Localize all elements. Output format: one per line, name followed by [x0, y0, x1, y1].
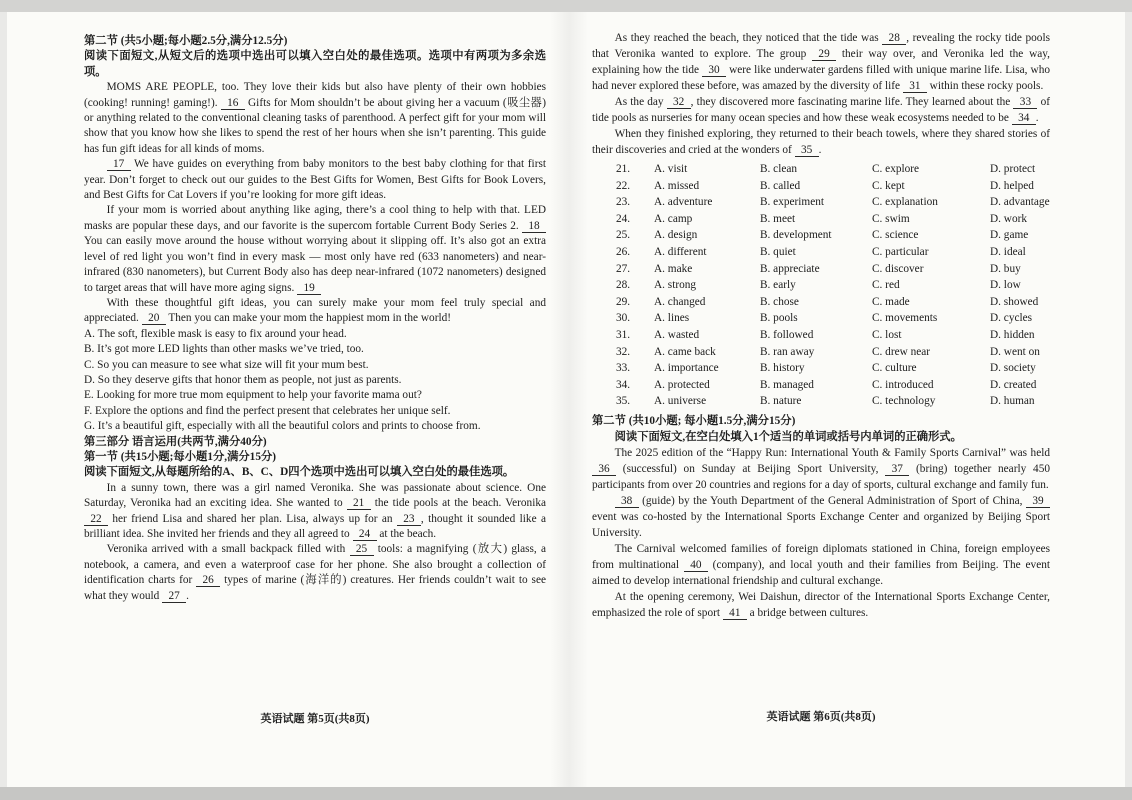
- section-2-grammar-instruction: 阅读下面短文,在空白处填入1个适当的单词或括号内单词的正确形式。: [614, 430, 962, 443]
- fill-blank: 21: [347, 497, 371, 510]
- option-b: B. early: [760, 279, 796, 292]
- question-row-29: [616, 294, 1050, 311]
- option-a: A. missed: [654, 179, 700, 192]
- option-d: D. helped: [990, 179, 1034, 192]
- option-b: B. meet: [760, 212, 796, 225]
- section-2-grammar-heading: 第二节 (共10小题; 每小题1.5分,满分15分): [592, 414, 796, 427]
- scan-edge-right: [1125, 12, 1132, 787]
- gap-option-g: G. It’s a beautiful gift, especially with all the beautiful colors and prints to choose from.: [84, 420, 481, 433]
- option-d: D. advantage: [990, 196, 1050, 209]
- grammar-paragraph-2: 38 (guide) by the Youth Department of the General Administration of Sport of China, 39 event was co-hosted by the International Sports Exchange Center and organized by Beijing Sport University.: [592, 494, 1050, 539]
- fill-blank: 17: [107, 158, 131, 171]
- cloze-paragraph-2: Veronika arrived with a small backpack filled with 25 tools: a magnifying (放大) glass, a notebook, a camera, and even a waterproof case for her phone. She also brought a collection of identification charts for 26 types of marine (海洋的) creatures. Her friends couldn’t wait to see what they would 27 .: [84, 543, 547, 602]
- option-d: D. work: [990, 212, 1028, 225]
- option-a: A. design: [654, 229, 698, 242]
- option-a: A. protected: [654, 378, 710, 391]
- option-a: A. adventure: [654, 196, 713, 209]
- option-d: D. game: [990, 229, 1029, 242]
- scan-edge-top: [0, 0, 1132, 12]
- question-row-26: [616, 244, 1050, 261]
- option-c: C. movements: [872, 312, 938, 325]
- grammar-paragraph-1: The 2025 edition of the “Happy Run: International Youth & Family Sports Carnival” was held 36 (successful) on Sunday at Beijing Sport University, 37 (bring) together nearly 450 participants from over 20 countries and regions for a day of sports, cultural exchange and family fun.: [592, 446, 1050, 491]
- section-1-heading: 第一节 (共15小题;每小题1分,满分15分): [84, 450, 277, 463]
- question-row-31: [616, 327, 1050, 344]
- question-row-35: [616, 393, 1050, 410]
- question-number: 25.: [616, 229, 631, 242]
- option-b: B. development: [760, 229, 832, 242]
- fill-blank: 39: [1026, 495, 1050, 508]
- option-b: B. experiment: [760, 196, 824, 209]
- option-b: B. ran away: [760, 345, 815, 358]
- question-row-28: [616, 277, 1050, 294]
- fill-blank: 38: [615, 495, 639, 508]
- option-a: A. changed: [654, 295, 706, 308]
- option-c: C. red: [872, 279, 900, 292]
- fill-blank: 35: [795, 144, 819, 157]
- page-6: [592, 30, 1050, 724]
- question-number: 34.: [616, 378, 631, 391]
- option-c: C. explanation: [872, 196, 938, 209]
- fill-blank: 29: [812, 48, 836, 61]
- option-d: D. cycles: [990, 312, 1033, 325]
- fill-blank: 20: [142, 312, 166, 325]
- question-number: 27.: [616, 262, 631, 275]
- gap-passage-paragraph-2: 17 We have guides on everything from baby monitors to the best baby clothing for that first year. Don’t forget to check out our guides to the Best Gifts for Women, Best Gifts for Book Lovers, and Best Gifts for Cat Lovers if you’re looking for more gift ideas.: [84, 158, 546, 202]
- question-number: 29.: [616, 295, 631, 308]
- question-number: 28.: [616, 279, 631, 292]
- fill-blank: 40: [684, 559, 708, 572]
- option-b: B. quiet: [760, 245, 796, 258]
- option-a: A. make: [654, 262, 693, 275]
- option-b: B. pools: [760, 312, 798, 325]
- option-a: A. came back: [654, 345, 716, 358]
- question-number: 24.: [616, 212, 631, 225]
- option-d: D. created: [990, 378, 1037, 391]
- option-b: B. clean: [760, 163, 798, 175]
- option-a: A. strong: [654, 279, 697, 292]
- fill-blank: 19: [297, 282, 321, 295]
- fill-blank: 33: [1013, 96, 1037, 109]
- fill-blank: 16: [221, 97, 245, 110]
- fill-blank: 31: [903, 80, 927, 93]
- fill-blank: 37: [885, 463, 909, 476]
- option-c: C. explore: [872, 163, 920, 175]
- gap-passage-paragraph-3: If your mom is worried about anything like aging, there’s a cool thing to help with that. LED masks are popular these days, and our favorite is the supercom fortable Current Body Series 2. 18 You can easily move around the house without worrying about it slipping off. It’s also got an extra level of red light you won’t find in every mask — most only have red (633 nanometers) and near-infrared (830 nanometers), but Current Body also has deep near-infrared (1072 nanometers) designed to target areas that will have more aging signs. 19: [84, 204, 546, 294]
- page-5-footer: 英语试题 第5页(共8页): [260, 713, 370, 725]
- option-a: A. universe: [654, 395, 707, 408]
- gap-option-a: A. The soft, flexible mask is easy to fix around your head.: [84, 327, 347, 340]
- option-c: C. culture: [872, 362, 917, 375]
- option-b: B. history: [760, 362, 805, 375]
- cloze-paragraph-4: As the day 32 , they discovered more fascinating marine life. They learned about the 33 of tide pools as nurseries for many ocean species and how these weak ecosystems needed to be 34 .: [592, 96, 1050, 124]
- fill-blank: 24: [353, 528, 377, 541]
- option-b: B. chose: [760, 295, 799, 308]
- option-d: D. buy: [990, 262, 1021, 275]
- option-d: D. showed: [990, 295, 1039, 308]
- scan-edge-left: [0, 12, 7, 787]
- question-number: 23.: [616, 196, 631, 209]
- question-row-30: [616, 310, 1050, 327]
- question-number: 35.: [616, 395, 631, 408]
- fill-blank: 22: [84, 513, 108, 526]
- grammar-paragraph-3: The Carnival welcomed families of foreign diplomats stationed in China, foreign employees from multinational 40 (company), and local youth and their families from Beijing. The event aimed to develop international friendship and cultural exchange.: [592, 542, 1050, 587]
- option-d: D. human: [990, 395, 1035, 408]
- question-row-23: [616, 194, 1050, 211]
- option-a: A. importance: [654, 362, 719, 375]
- question-row-27: [616, 261, 1050, 278]
- section-1-instruction: 阅读下面短文,从每题所给的A、B、C、D四个选项中选出可以填入空白处的最佳选项。: [84, 466, 515, 479]
- option-b: B. called: [760, 179, 801, 192]
- fill-blank: 26: [196, 574, 220, 587]
- option-c: C. lost: [872, 328, 902, 341]
- gap-option-c: C. So you can measure to see what size will fit your mum best.: [84, 358, 369, 371]
- grammar-paragraph-4: At the opening ceremony, Wei Daishun, director of the International Sports Exchange Center, emphasized the role of sport 41 a bridge between cultures.: [592, 590, 1050, 619]
- question-row-32: [616, 344, 1050, 361]
- fill-blank: 25: [350, 543, 374, 556]
- question-row-22: [616, 178, 1050, 195]
- section-2-instruction: 阅读下面短文,从短文后的选项中选出可以填入空白处的最佳选项。选项中有两项为多余选项。: [84, 50, 546, 78]
- option-d: D. low: [990, 279, 1021, 292]
- option-b: B. managed: [760, 378, 814, 391]
- question-number: 33.: [616, 362, 631, 375]
- option-d: D. society: [990, 362, 1036, 375]
- fill-blank: 36: [592, 463, 616, 476]
- option-d: D. hidden: [990, 328, 1035, 341]
- gap-option-d: D. So they deserve gifts that honor them as people, not just as parents.: [84, 373, 402, 386]
- cloze-question-list: [616, 161, 1050, 410]
- option-b: B. nature: [760, 395, 802, 408]
- question-row-33: [616, 360, 1050, 377]
- fill-blank: 23: [397, 513, 421, 526]
- fill-blank: 28: [882, 32, 906, 45]
- option-d: D. ideal: [990, 245, 1026, 258]
- gap-option-b: B. It’s got more LED lights than other masks we’ve tried, too.: [84, 343, 364, 356]
- option-c: C. science: [872, 229, 919, 242]
- option-c: C. introduced: [872, 378, 934, 391]
- question-number: 26.: [616, 245, 631, 258]
- option-a: A. camp: [654, 212, 693, 225]
- option-b: B. appreciate: [760, 262, 820, 275]
- page-5: [84, 34, 546, 726]
- gap-option-f: F. Explore the options and find the perfect present that celebrates her unique self.: [84, 404, 451, 417]
- question-number: 31.: [616, 328, 631, 341]
- fill-blank: 41: [723, 607, 747, 620]
- option-c: C. made: [872, 295, 910, 308]
- option-c: C. drew near: [872, 345, 931, 358]
- gap-passage-paragraph-4: With these thoughtful gift ideas, you can surely make your mom feel truly special and appreciated. 20 Then you can make your mom the happiest mom in the world!: [84, 296, 546, 325]
- option-a: A. visit: [654, 163, 688, 175]
- gap-passage-paragraph-1: MOMS ARE PEOPLE, too. They love their kids but also have plenty of their own hobbies (cooking! running! gaming!). 16 Gifts for Mom shouldn’t be about giving her a vacuum (吸尘器) or anything related to the conventional cleaning tasks of parenthood. A perfect gift for your mom will show that you know how she likes to spend the rest of her hours when she isn’t parenting. This guide has fun gift ideas for all kinds of moms.: [84, 81, 546, 155]
- fill-blank: 27: [162, 590, 186, 603]
- option-d: D. went on: [990, 345, 1040, 358]
- question-row-25: [616, 227, 1050, 244]
- cloze-paragraph-3: As they reached the beach, they noticed that the tide was 28 , revealing the rocky tide pools that Veronika wanted to explore. The group 29 their way over, and Veronika led the way, explaining how the tide 30 were like underwater gardens filled with unique marine life. Lisa, who had never explored these before, was amazed by the diversity of life 31 within these rocky pools.: [592, 32, 1050, 92]
- question-row-34: [616, 377, 1050, 394]
- option-b: B. followed: [760, 328, 814, 341]
- cloze-paragraph-5: When they finished exploring, they returned to their beach towels, where they shared stories of their discoveries and cried at the wonders of 35 .: [592, 128, 1050, 156]
- page-6-footer: 英语试题 第6页(共8页): [766, 711, 876, 723]
- question-number: 21.: [616, 163, 631, 175]
- page-fold-shadow: [550, 12, 588, 787]
- option-c: C. particular: [872, 245, 929, 258]
- option-a: A. different: [654, 245, 707, 258]
- fill-blank: 30: [702, 64, 726, 77]
- question-row-21: [616, 161, 1050, 178]
- question-number: 30.: [616, 312, 631, 325]
- option-c: C. kept: [872, 179, 905, 192]
- question-row-24: [616, 211, 1050, 228]
- option-c: C. swim: [872, 212, 910, 225]
- fill-blank: 18: [522, 220, 546, 233]
- cloze-paragraph-1: In a sunny town, there was a girl named Veronika. She was passionate about science. One Saturday, Veronika had an exciting idea. She wanted to 21 the tide pools at the beach. Veronika 22 her friend Lisa and shared her plan. Lisa, always up for an 23 , thought it sounded like a brilliant idea. She invited her friends and they all agreed to 24 at the beach.: [84, 481, 546, 540]
- question-number: 32.: [616, 345, 631, 358]
- fill-blank: 34: [1012, 112, 1036, 125]
- option-a: A. wasted: [654, 328, 700, 341]
- section-2-heading: 第二节 (共5小题;每小题2.5分,满分12.5分): [84, 35, 288, 47]
- question-number: 22.: [616, 179, 631, 192]
- fill-blank: 32: [667, 96, 691, 109]
- scan-edge-bottom: [0, 787, 1132, 800]
- option-a: A. lines: [654, 312, 690, 325]
- option-c: C. technology: [872, 395, 936, 408]
- part-3-heading: 第三部分 语言运用(共两节,满分40分): [84, 435, 267, 448]
- gap-option-e: E. Looking for more true mom equipment to help your favorite mama out?: [84, 389, 422, 402]
- option-d: D. protect: [990, 163, 1036, 175]
- option-c: C. discover: [872, 262, 924, 275]
